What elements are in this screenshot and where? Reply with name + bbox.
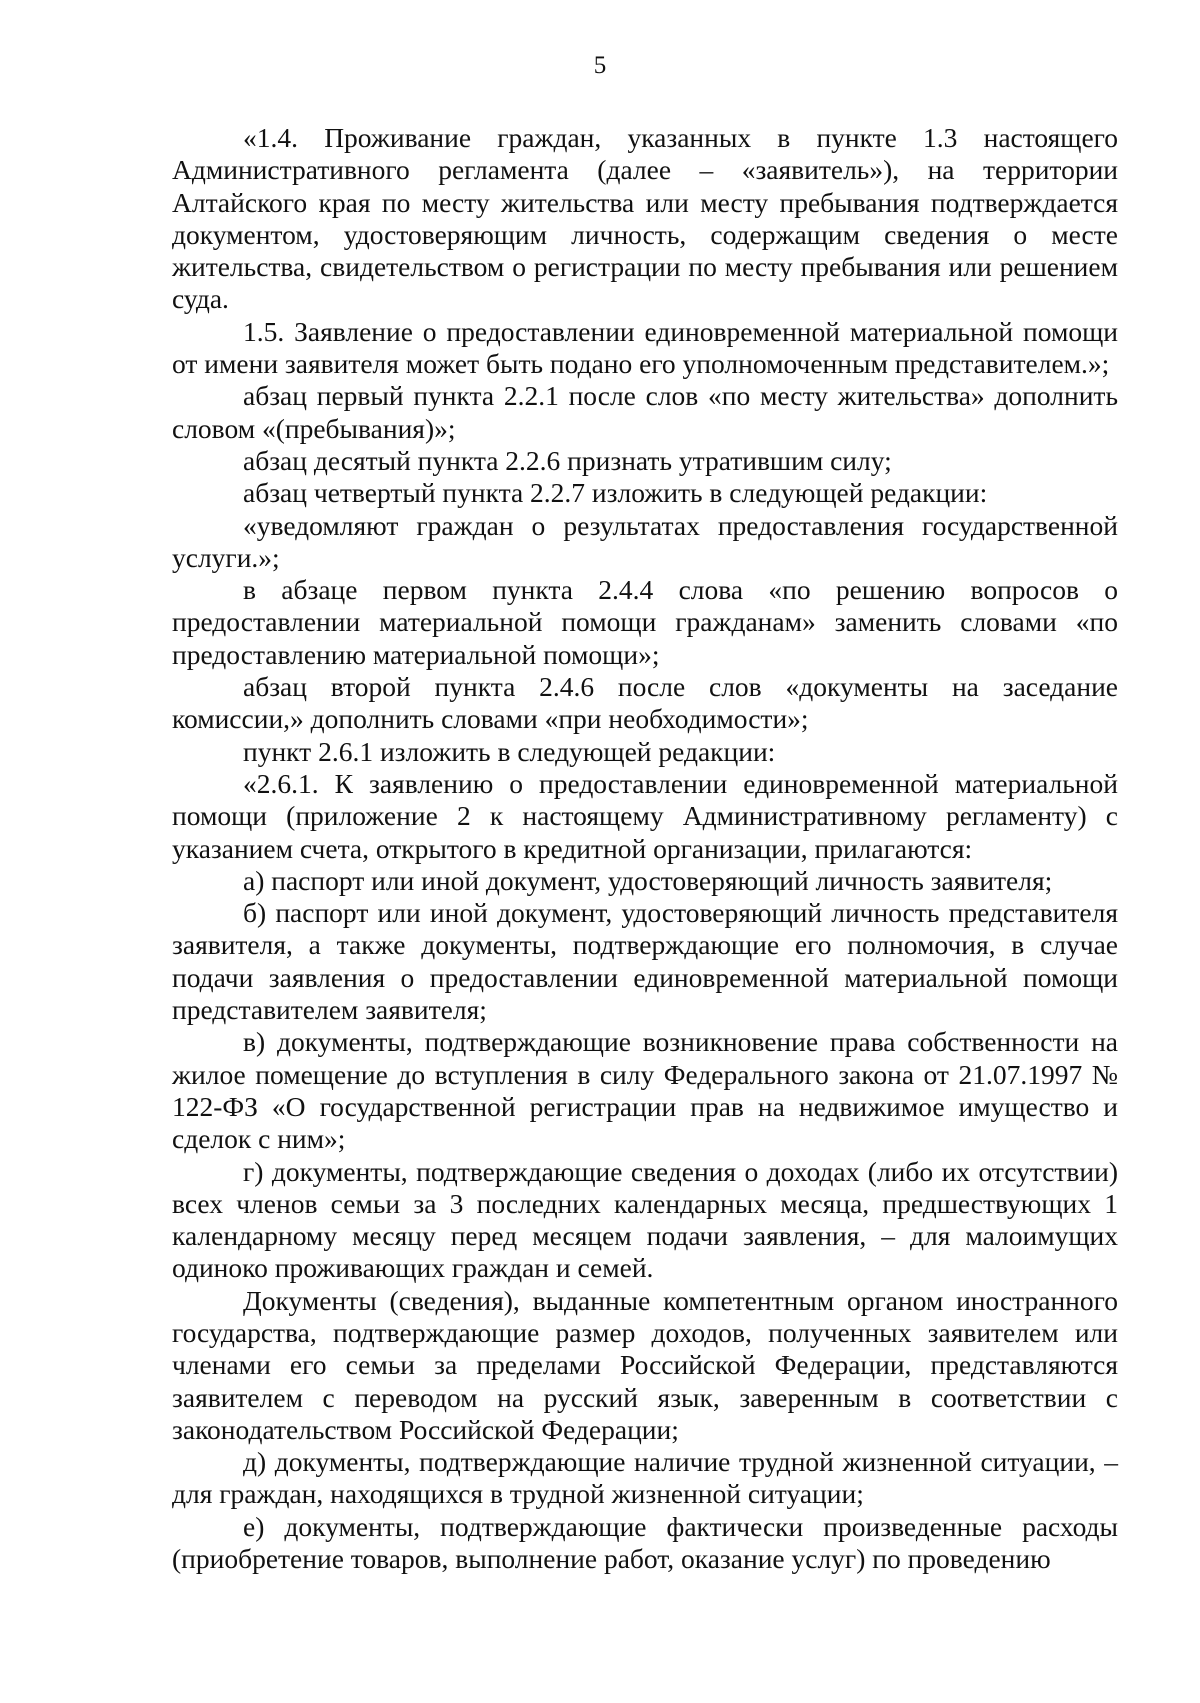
list-item-v: в) документы, подтверждающие возникновение права собственности на жилое помещение до вступления в силу Федерального закона от 21.07.1997 № 122-ФЗ «О государственной регистрации прав на недвижимое имущество и сделок с ним»; <box>172 1026 1118 1155</box>
amendment-2-4-6: абзац второй пункта 2.4.6 после слов «документы на заседание комиссии,» дополнить словами «при необходимости»; <box>172 671 1118 735</box>
amendment-2-2-6: абзац десятый пункта 2.2.6 признать утратившим силу; <box>243 444 892 476</box>
list-item-g: г) документы, подтверждающие сведения о доходах (либо их отсутствии) всех членов семьи за 3 последних календарных месяца, предшествующих 1 календарному месяцу перед месяцем подачи заявления, – для малоимущих одиноко проживающих граждан и семей. <box>172 1155 1118 1284</box>
list-item-d: д) документы, подтверждающие наличие трудной жизненной ситуации, – для граждан, находящихся в трудной жизненной ситуации; <box>172 1446 1118 1510</box>
document-body <box>172 122 1118 1575</box>
paragraph-2-6-1: «2.6.1. К заявлению о предоставлении единовременной материальной помощи (приложение 2 к настоящему Административному регламенту) с указанием счета, открытого в кредитной организации, прилагаются: <box>172 767 1118 864</box>
amendment-2-6-1: пункт 2.6.1 изложить в следующей редакции: <box>243 735 776 767</box>
list-item-a: а) паспорт или иной документ, удостоверяющий личность заявителя; <box>243 864 1053 896</box>
page-number: 5 <box>593 52 607 79</box>
paragraph-1-5: 1.5. Заявление о предоставлении единовременной материальной помощи от имени заявителя может быть подано его уполномоченным представителем.»; <box>172 315 1118 380</box>
amendment-2-2-1: абзац первый пункта 2.2.1 после слов «по месту жительства» дополнить словом «(пребывания)»; <box>172 380 1118 444</box>
amendment-2-2-7: абзац четвертый пункта 2.2.7 изложить в следующей редакции: <box>243 477 988 509</box>
foreign-documents-paragraph: Документы (сведения), выданные компетентным органом иностранного государства, подтверждающие размер доходов, полученных заявителем или членами его семьи за пределами Российской Федерации, представляются заявителем с переводом на русский язык, заверенным в соответствии с законодательством Российской Федерации; <box>172 1284 1118 1445</box>
list-item-e: е) документы, подтверждающие фактически произведенные расходы (приобретение товаров, выполнение работ, оказание услуг) по проведению <box>172 1510 1118 1575</box>
amendment-2-4-4: в абзаце первом пункта 2.4.4 слова «по решению вопросов о предоставлении материальной помощи гражданам» заменить словами «по предоставлению материальной помощи»; <box>172 574 1118 670</box>
paragraph-1-4: «1.4. Проживание граждан, указанных в пункте 1.3 настоящего Административного регламента (далее – «заявитель»), на территории Алтайского края по месту жительства или месту пребывания подтверждается документом, удостоверяющим личность, содержащим сведения о месте жительства, свидетельством о регистрации по месту пребывания или решением суда. <box>172 122 1118 315</box>
list-item-b: б) паспорт или иной документ, удостоверяющий личность представителя заявителя, а также документы, подтверждающие его полномочия, в случае подачи заявления о предоставлении единовременной материальной помощи представителем заявителя; <box>172 897 1118 1026</box>
amendment-2-2-7-text: «уведомляют граждан о результатах предоставления государственной услуги.»; <box>172 509 1118 573</box>
